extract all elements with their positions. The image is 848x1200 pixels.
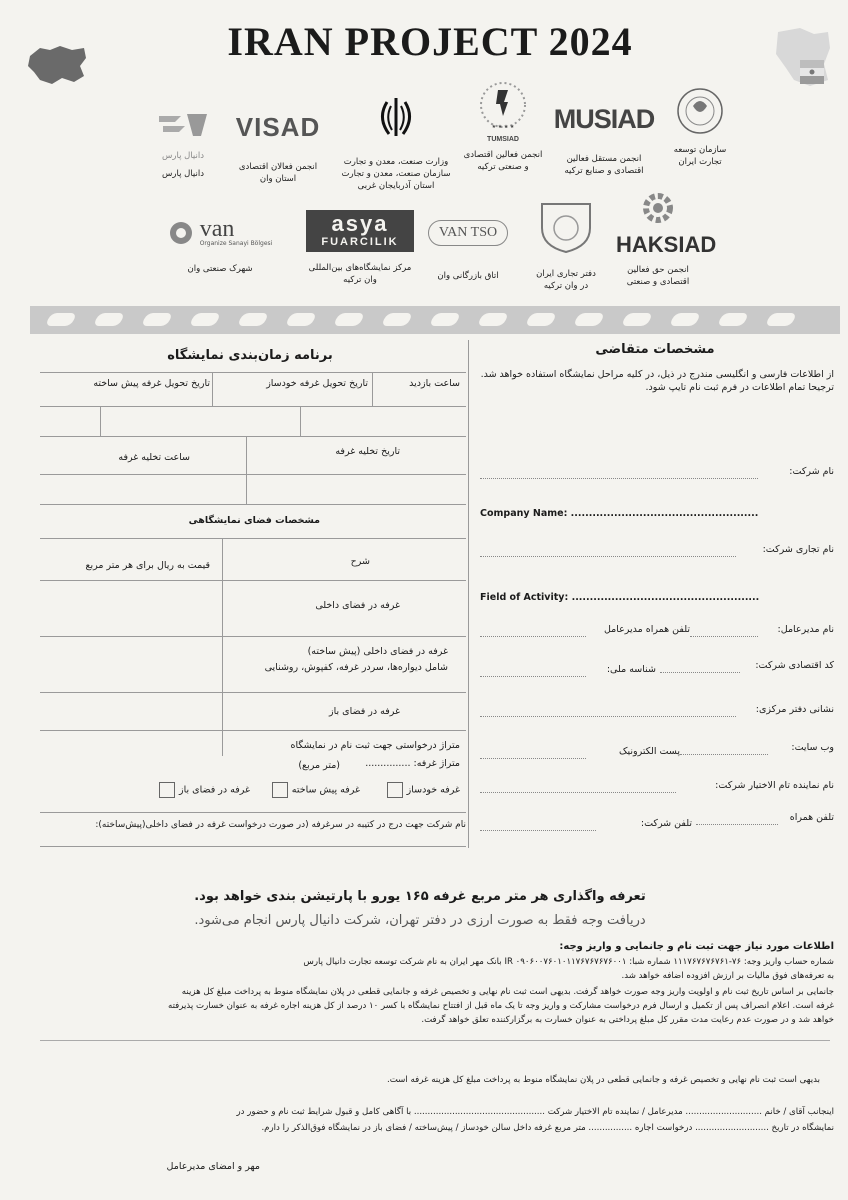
activity-en-field[interactable]: Field of Activity: ....................................................: [480, 592, 760, 603]
asya-subtitle: FUARCILIK: [321, 236, 399, 248]
shield-icon: [536, 198, 596, 254]
indoor-prebuilt-label: غرفه در فضای داخلی (پیش ساخته): [307, 646, 448, 657]
brand-name-field[interactable]: [480, 556, 736, 557]
logo-danial-pars: دانیال پارس دانیال پارس: [144, 108, 222, 180]
tariff-subline: دریافت وجه فقط به صورت ارزی در دفتر تهران، شرکت دانیال پارس انجام می‌شود.: [194, 913, 646, 928]
logo-haksiad: HAKSIAD انجمن حق فعالین اقتصادی و صنعتی: [616, 188, 700, 288]
declaration-line-2: نمایشگاه در تاریخ ........................... درخواست اجاره ................ متر مربع غرفه داخل سالن خودساز / پیش‌ساخته / فضای باز در نمایشگاه فوق‌الذکر را دارم.: [261, 1123, 834, 1133]
payment-line-4: غرفه است. اعلام انصراف پس از تکمیل و ارسال فرم درخواست مشارکت و واریز وجه تا یک ماه قبل از افتتاح نمایشگاه با کسر ۱۰ درصد از کل هزینه اجاره غرفه به عنوان خسارت پذیرفته: [167, 1001, 834, 1011]
van-osb-emblem-icon: [168, 220, 194, 246]
econ-code-field[interactable]: [660, 672, 740, 673]
area-unit: (متر مربع): [298, 760, 340, 771]
gear-icon: [636, 188, 680, 228]
iran-map-icon: [770, 24, 834, 90]
footer-note: بدیهی است ثبت نام نهایی و تخصیص غرفه و جانمایی قطعی در پلان نمایشگاه منوط به پرداخت مبلغ کل هزینه غرفه است.: [387, 1075, 820, 1085]
ceo-label: نام مدیرعامل:: [777, 624, 834, 635]
indoor-prebuilt-desc: شامل دیواره‌ها، سردر غرفه، کفپوش، روشنایی: [264, 662, 448, 673]
tariff-headline: تعرفه واگذاری هر متر مربع غرفه ۱۶۵ یورو با پارتیشن بندی خواهد بود.: [194, 889, 646, 904]
banner-name-label: نام شرکت جهت درج در کتیبه در سرغرفه (در صورت درخواست غرفه در فضای داخلی(پیش‌ساخته):: [95, 820, 466, 830]
custom-booth-checkbox[interactable]: [387, 782, 403, 798]
outdoor-booth-checkbox[interactable]: [159, 782, 175, 798]
phone-label: تلفن شرکت:: [640, 818, 692, 829]
logo-trade-office: دفتر تجاری ایران در وان ترکیه: [522, 198, 610, 292]
applicant-intro: از اطلاعات فارسی و انگلیسی مندرج در ذیل، در کلیه مراحل نمایشگاه استفاده خواهد شد. ترجیحا تمام اطلاعات در فرم ثبت نام تایپ شود.: [480, 369, 834, 393]
logo-van-osb: van Organize Sanayi Bölgesi شهرک صنعتی وان: [150, 218, 290, 275]
svg-text:★ ★ ★ ★: ★ ★ ★ ★: [491, 124, 515, 130]
rep-name-field[interactable]: [480, 792, 676, 793]
company-name-label: نام شرکت:: [789, 466, 834, 477]
option-outdoor-booth[interactable]: غرفه در فضای باز: [140, 782, 250, 798]
section-divider: [468, 340, 469, 848]
evacuation-time-label: ساعت تخلیه غرفه: [118, 452, 190, 463]
payment-line-2: به تعرفه‌های فوق مالیات بر ارزش افزوده اضافه خواهد شد.: [621, 971, 834, 981]
phone-field[interactable]: [480, 830, 596, 831]
ceo-field[interactable]: [690, 636, 758, 637]
brand-name-label: نام تجاری شرکت:: [762, 544, 834, 555]
mobile-label: تلفن همراه: [789, 812, 834, 823]
national-id-label: شناسه ملی:: [606, 664, 656, 675]
econ-code-label: کد اقتصادی شرکت:: [755, 660, 834, 671]
payment-line-1: شماره حساب واریز وجه: ۷۶-۱۱۱۷۶۷۶۷۶۷۶۱ شماره شبا: IR ۰۹۰۶۰۰۷۶۰۱۰۱۱۷۶۷۶۷۶۷۶۰۰۱ بانک مهر ایران به نام شرکت توسعه تجارت دانیال پارس: [303, 957, 834, 967]
prebuilt-booth-checkbox[interactable]: [272, 782, 288, 798]
visit-hours-label: ساعت بازدید: [409, 378, 460, 389]
tpo-seal-icon: [675, 86, 725, 136]
tumsiad-emblem-icon: [474, 76, 532, 134]
logo-tumsiad: ★ ★ ★ ★ TUMSIAD انجمن فعالین اقتصادی و صنعتی ترکیه: [458, 76, 548, 173]
address-label: نشانی دفتر مرکزی:: [755, 704, 834, 715]
website-label: وب سایت:: [791, 742, 834, 753]
logo-asya-fuarcilik: asya FUARCILIK مرکز نمایشگاه‌های بین‌المللی وان ترکیه: [300, 210, 420, 286]
address-field[interactable]: [480, 716, 736, 717]
custom-booth-delivery-label: تاریخ تحویل غرفه خودساز: [266, 378, 368, 389]
ceo-mobile-label: تلفن همراه مدیرعامل: [603, 624, 690, 635]
rep-name-label: نام نماینده تام الاختیار شرکت:: [715, 780, 834, 791]
van-osb-subtitle: Organize Sanayi Bölgesi: [199, 240, 273, 247]
applicant-title: مشخصات متقاضی: [595, 342, 715, 357]
logo-musiad: MUSIAD انجمن مستقل فعالین اقتصادی و صنایع ترکیه: [553, 104, 655, 176]
logo-tpo: سازمان توسعه تجارت ایران: [660, 86, 740, 168]
national-id-field[interactable]: [480, 676, 586, 677]
area-field[interactable]: متراژ غرفه: ...............: [365, 758, 460, 769]
decorative-band: [30, 306, 840, 334]
ceo-mobile-field[interactable]: [480, 636, 586, 637]
company-name-en-field[interactable]: Company Name: ....................................................: [480, 508, 759, 519]
turkey-map-icon: [26, 42, 88, 90]
payment-line-3: جانمایی بر اساس تاریخ ثبت نام و اولویت واریز وجه صورت خواهد گرفت. بدیهی است ثبت نام نهایی و تخصیص غرفه و جانمایی قطعی در پلان نمایشگاه منوط به پرداخت مبلغ کل هزینه: [181, 987, 834, 997]
email-label: پست الکترونیک: [619, 746, 680, 757]
option-prebuilt-booth[interactable]: غرفه پیش ساخته: [250, 782, 360, 798]
logo-van-tso: VAN TSO اتاق بازرگانی وان: [418, 220, 518, 282]
schedule-title: برنامه زمان‌بندی نمایشگاه: [167, 348, 333, 363]
area-request-label: متراژ درخواستی جهت ثبت نام در نمایشگاه: [290, 740, 460, 751]
indoor-booth-label: غرفه در فضای داخلی: [315, 600, 400, 611]
space-title: مشخصات فضای نمایشگاهی: [188, 515, 320, 526]
iran-emblem-icon: [371, 92, 421, 142]
payment-line-5: خواهد شد و در صورت عدم رعایت مدت مقرر کل مبلغ پرداختی به عنوان خسارت به برگزارکننده تعلق خواهد گرفت.: [421, 1015, 834, 1025]
price-header: قیمت به ریال برای هر متر مربع: [85, 560, 210, 571]
logo-ministry: وزارت صنعت، معدن و تجارت سازمان صنعت، معدن و تجارت استان آذربایجان غربی: [336, 92, 456, 192]
email-field[interactable]: [480, 758, 586, 759]
option-custom-booth[interactable]: غرفه خودساز: [360, 782, 460, 798]
company-name-field[interactable]: [480, 478, 758, 479]
logo-visad: VISAD انجمن فعالان اقتصادی استان وان: [235, 112, 321, 184]
evacuation-date-label: تاریخ تخلیه غرفه: [335, 446, 400, 457]
page-title: IRAN PROJECT 2024: [227, 19, 633, 64]
prebuilt-booth-delivery-label: تاریخ تحویل غرفه پیش ساخته: [93, 378, 210, 389]
declaration-line-1: اینجانب آقای / خانم ............................ مدیرعامل / نماینده تام الاختیار شرکت ................................................ با آگاهی کامل و قبول شرایط ثبت نام و حضور در: [236, 1107, 834, 1117]
website-field[interactable]: [680, 754, 768, 755]
outdoor-booth-label: غرفه در فضای باز: [329, 706, 400, 717]
desc-header: شرح: [350, 556, 370, 567]
mobile-field[interactable]: [696, 824, 778, 825]
payment-title: اطلاعات مورد نیاز جهت ثبت نام و جانمایی و واریز وجه:: [559, 941, 834, 952]
signature-label: مهر و امضای مدیرعامل: [166, 1161, 260, 1172]
danial-pars-wings-icon: [153, 108, 213, 144]
